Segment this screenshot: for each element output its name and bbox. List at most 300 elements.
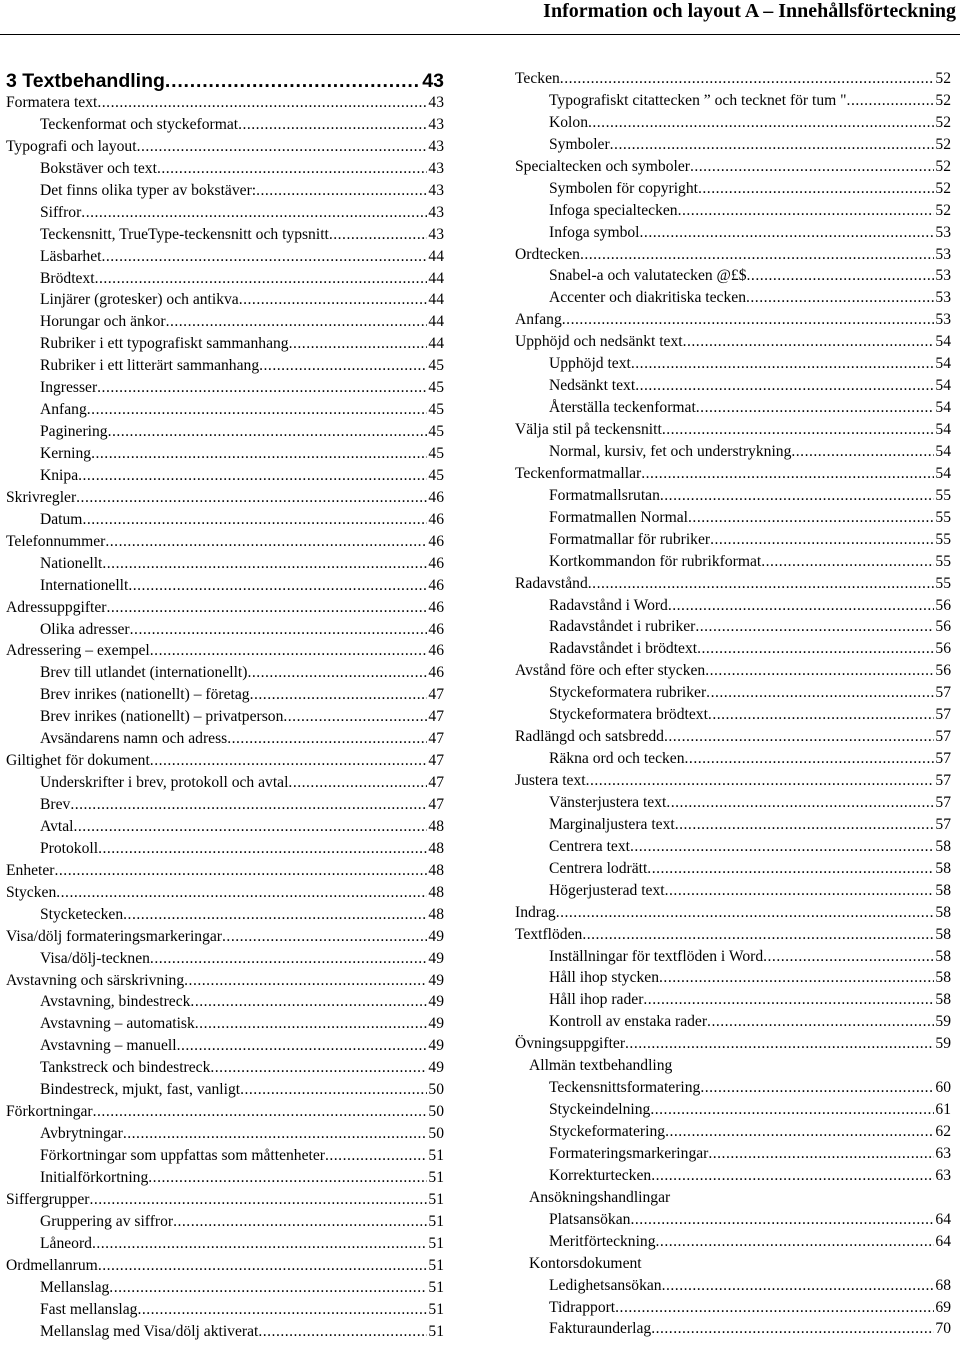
toc-entry-page: 49 [428, 927, 444, 945]
toc-entry-page: 48 [428, 861, 444, 879]
dot-leader [675, 816, 935, 834]
toc-entry[interactable] [6, 599, 444, 621]
toc-entry[interactable] [6, 972, 444, 994]
toc-entry[interactable] [515, 1035, 951, 1057]
toc-entry-page: 58 [935, 991, 951, 1009]
dot-leader [247, 664, 427, 682]
toc-entry-page: 46 [428, 532, 444, 550]
toc-entry[interactable] [515, 1167, 951, 1189]
toc-entry-page: 46 [428, 664, 444, 682]
toc-entry-title: Förkortningar som uppfattas som måttenheter [40, 1147, 325, 1164]
toc-entry-page: 63 [935, 1144, 951, 1162]
toc-entry[interactable] [6, 335, 444, 357]
toc-entry-page: 57 [935, 772, 951, 789]
toc-entry[interactable] [515, 772, 951, 794]
dot-leader [562, 311, 935, 329]
dot-leader [97, 94, 427, 112]
toc-entry-title: Vänsterjustera text [549, 793, 667, 811]
toc-entry[interactable] [515, 1101, 951, 1123]
toc-entry[interactable] [515, 92, 951, 114]
dot-leader [150, 950, 427, 968]
toc-entry-title: Internationellt [40, 576, 129, 594]
toc-entry-page: 56 [935, 640, 951, 658]
toc-entry-title: Infoga specialtecken [549, 201, 678, 219]
toc-entry-page: 47 [428, 686, 444, 704]
toc-entry-title: Adressering – exempel [6, 642, 150, 660]
dot-leader [98, 1257, 428, 1275]
toc-entry[interactable] [515, 311, 951, 333]
toc-entry[interactable] [515, 618, 951, 640]
toc-entry-title: Teckensnitt, TrueType-teckensnitt och typsnitt [40, 225, 329, 243]
toc-entry-title: Ingresser [40, 379, 98, 397]
toc-entry-page: 58 [935, 925, 951, 943]
dot-leader [588, 575, 935, 593]
toc-entry[interactable] [6, 270, 444, 292]
toc-entry-title: Styckeformatering [549, 1123, 666, 1140]
toc-entry-title: Normal, kursiv, fet och understrykning [549, 442, 792, 460]
dot-leader [630, 838, 934, 856]
toc-entry[interactable] [6, 138, 444, 160]
toc-entry[interactable] [515, 114, 951, 136]
toc-entry-page: 47 [428, 708, 444, 726]
toc-entry[interactable] [6, 182, 444, 204]
toc-entry-title: Tidrapport [549, 1298, 616, 1316]
toc-entry-page: 53 [935, 311, 951, 329]
toc-entry-title: Datum [40, 510, 83, 528]
dot-leader [662, 421, 935, 439]
toc-entry[interactable] [515, 794, 951, 816]
toc-entry[interactable] [6, 511, 444, 533]
toc-entry-page: 59 [935, 1013, 951, 1031]
toc-entry[interactable] [515, 180, 951, 202]
toc-entry[interactable] [6, 1323, 444, 1345]
dot-leader [635, 377, 934, 395]
toc-entry[interactable] [6, 642, 444, 664]
toc-entry[interactable] [515, 1079, 951, 1101]
dot-leader [70, 796, 427, 814]
toc-entry-title: 3 Textbehandling [6, 70, 165, 92]
toc-entry[interactable] [6, 1235, 444, 1257]
toc-entry-page: 58 [935, 837, 951, 855]
toc-entry[interactable] [515, 662, 951, 684]
toc-entry-title: Underskrifter i brev, protokoll och avtal [40, 774, 289, 792]
toc-entry[interactable] [6, 708, 444, 730]
toc-entry[interactable] [515, 882, 951, 904]
dot-leader [560, 70, 935, 88]
toc-entry-title: Giltighet för dokument [6, 752, 150, 770]
toc-entry[interactable] [515, 597, 951, 619]
toc-entry-title: Läsbarhet [40, 247, 102, 265]
toc-entry-page: 54 [935, 355, 951, 373]
toc-entry-title: Nedsänkt text [549, 377, 636, 395]
toc-entry-page: 43 [428, 203, 444, 221]
dot-leader [56, 884, 427, 902]
toc-entry-title: Styckeformatera rubriker [549, 684, 707, 702]
toc-entry-title: Mellanslag med Visa/dölj aktiverat [40, 1322, 259, 1340]
toc-entry-title: Högerjusterad text [549, 881, 665, 899]
toc-entry[interactable] [515, 202, 951, 224]
toc-entry[interactable] [6, 70, 444, 94]
dot-leader [148, 1169, 427, 1187]
toc-entry[interactable] [6, 840, 444, 862]
toc-entry-title: Meritförteckning [549, 1232, 656, 1250]
toc-entry[interactable] [6, 379, 444, 401]
dot-leader [109, 1279, 427, 1297]
toc-entry-page: 43 [428, 115, 444, 133]
toc-entry-title: Linjärer (grotesker) och antikva [40, 291, 239, 309]
toc-entry[interactable] [515, 575, 951, 597]
toc-entry-title: Rubriker i ett litterärt sammanhang [40, 357, 260, 375]
toc-entry-page: 53 [935, 289, 951, 307]
toc-entry-page: 54 [935, 421, 951, 438]
toc-entry-page: 57 [935, 684, 951, 702]
toc-entry[interactable] [6, 774, 444, 796]
dot-leader [651, 1320, 934, 1338]
toc-entry[interactable] [6, 1015, 444, 1037]
dot-leader [256, 182, 427, 200]
toc-entry[interactable] [6, 467, 444, 489]
toc-entry[interactable] [6, 489, 444, 511]
dot-leader [184, 972, 427, 990]
dot-leader [258, 1323, 427, 1341]
toc-entry[interactable] [515, 1255, 951, 1277]
toc-entry[interactable] [515, 860, 951, 882]
toc-entry[interactable] [515, 487, 951, 509]
toc-entry[interactable] [6, 1279, 444, 1301]
dot-leader [695, 618, 934, 636]
dot-leader [651, 1167, 934, 1185]
dot-leader [580, 246, 934, 264]
toc-entry[interactable] [515, 969, 951, 991]
toc-entry[interactable] [6, 906, 444, 928]
toc-entry-title: Justera text [515, 772, 586, 789]
toc-entry-title: Symbolen för copyright [549, 179, 698, 197]
toc-entry-title: Formatera text [6, 94, 98, 111]
toc-entry-title: Välja stil på teckensnitt [515, 421, 662, 438]
toc-entry-title: Det finns olika typer av bokstäver: [40, 181, 257, 199]
toc-entry[interactable] [6, 1213, 444, 1235]
dot-leader [678, 202, 935, 220]
toc-entry[interactable] [6, 116, 444, 138]
toc-entry-title: Radavståndet i rubriker [549, 618, 696, 636]
toc-entry[interactable] [515, 1299, 951, 1321]
dot-leader [190, 993, 427, 1011]
toc-entry-title: Ordmellanrum [6, 1256, 98, 1274]
toc-entry[interactable] [515, 926, 951, 948]
toc-entry-title: Infoga symbol [549, 223, 640, 241]
toc-entry[interactable] [6, 1301, 444, 1323]
toc-entry[interactable] [6, 928, 444, 950]
toc-entry[interactable] [515, 136, 951, 158]
toc-entry-page: 43 [428, 181, 444, 199]
toc-entry[interactable] [515, 1320, 951, 1342]
toc-entry-page: 51 [428, 1168, 444, 1186]
toc-entry[interactable] [6, 1059, 444, 1081]
dot-leader [93, 1103, 428, 1121]
toc-entry-title: Indrag [515, 903, 556, 921]
toc-entry[interactable] [6, 664, 444, 686]
dot-leader [665, 882, 935, 900]
toc-entry-title: Övningsuppgifter [515, 1035, 626, 1053]
toc-entry-title: Brev inrikes (nationellt) – företag [40, 686, 250, 704]
dot-leader [625, 1035, 934, 1053]
toc-entry-title: Tankstreck och bindestreck [40, 1059, 211, 1077]
toc-entry-page: 43 [422, 70, 444, 92]
toc-entry[interactable] [515, 443, 951, 465]
toc-entry[interactable] [6, 862, 444, 884]
toc-entry-title: Avstavning, bindestreck [40, 993, 191, 1011]
toc-entry-title: Formatmallen Normal [549, 508, 689, 526]
page-title: Information och layout A – Innehållsförteckning [543, 0, 956, 22]
toc-entry-title: Avtal [40, 817, 74, 835]
toc-entry-page: 48 [428, 817, 444, 835]
toc-entry-page: 52 [935, 113, 951, 131]
dot-leader [130, 621, 428, 639]
toc-entry[interactable] [6, 950, 444, 972]
toc-entry[interactable] [6, 818, 444, 840]
toc-entry-title: Stycken [6, 883, 57, 901]
dot-leader [630, 1211, 934, 1229]
dot-leader [97, 379, 427, 397]
toc-entry-page: 54 [935, 464, 951, 482]
dot-leader [106, 599, 427, 617]
toc-entry[interactable] [515, 246, 951, 268]
toc-entry-page: 55 [935, 508, 951, 526]
toc-entry[interactable] [515, 816, 951, 838]
toc-entry-page: 58 [935, 859, 951, 877]
dot-leader [325, 1147, 427, 1165]
dot-leader [631, 355, 935, 373]
page-header [0, 0, 960, 30]
toc-entry-page: 45 [428, 445, 444, 462]
toc-entry[interactable] [6, 1191, 444, 1213]
toc-entry[interactable] [515, 640, 951, 662]
toc-entry[interactable] [515, 333, 951, 355]
toc-entry-title: Nationellt [40, 554, 103, 572]
toc-entry-title: Visa/dölj formateringsmarkeringar [6, 927, 223, 945]
toc-entry-title: Visa/dölj-tecknen [40, 949, 150, 967]
toc-entry-page: 44 [428, 247, 444, 265]
dot-leader [89, 1191, 427, 1209]
toc-entry[interactable] [515, 509, 951, 531]
toc-entry[interactable] [515, 158, 951, 180]
toc-entry[interactable] [6, 291, 444, 313]
toc-entry[interactable] [6, 1147, 444, 1169]
dot-leader [98, 840, 427, 858]
toc-entry-page: 45 [428, 357, 444, 375]
dot-leader [81, 204, 427, 222]
dot-leader [668, 597, 935, 615]
toc-entry[interactable] [515, 377, 951, 399]
dot-leader [102, 555, 427, 573]
toc-entry-page: 48 [428, 905, 444, 923]
toc-entry[interactable] [515, 750, 951, 772]
toc-entry-page: 52 [935, 179, 951, 197]
toc-entry[interactable] [515, 267, 951, 289]
toc-entry[interactable] [6, 226, 444, 248]
toc-entry[interactable] [6, 555, 444, 577]
toc-entry-title: Radavstånd i Word [549, 596, 668, 614]
toc-entry-title: Skrivregler [6, 488, 77, 506]
toc-entry-page: 44 [428, 269, 444, 287]
toc-entry-page: 57 [935, 793, 951, 811]
toc-entry[interactable] [6, 401, 444, 423]
toc-entry-page: 62 [935, 1123, 951, 1140]
toc-entry-title: Styckeformatera brödtext [549, 706, 708, 724]
toc-entry[interactable] [515, 1189, 951, 1211]
toc-entry[interactable] [6, 884, 444, 906]
toc-entry-page: 63 [935, 1166, 951, 1184]
toc-entry-title: Förkortningar [6, 1103, 93, 1121]
toc-entry-page: 58 [935, 881, 951, 899]
toc-entry[interactable] [515, 684, 951, 706]
toc-entry-page: 49 [428, 993, 444, 1011]
dot-leader [137, 1301, 427, 1319]
dot-leader [76, 489, 427, 507]
toc-entry[interactable] [6, 1081, 444, 1103]
toc-entry-page: 45 [428, 466, 444, 484]
toc-entry[interactable] [515, 904, 951, 926]
toc-entry-title: Paginering [40, 423, 108, 441]
toc-entry[interactable] [6, 160, 444, 182]
dot-leader [588, 114, 934, 132]
toc-entry[interactable] [515, 289, 951, 311]
toc-right-column [515, 70, 951, 1342]
toc-entry-page: 51 [428, 1300, 444, 1318]
toc-entry-page: 55 [935, 574, 951, 592]
toc-entry-title: Anfang [515, 311, 562, 329]
toc-entry-page: 57 [935, 706, 951, 724]
dot-leader [259, 357, 427, 375]
toc-entry[interactable] [515, 531, 951, 553]
toc-entry[interactable] [515, 1233, 951, 1255]
toc-entry[interactable] [515, 1145, 951, 1167]
toc-entry[interactable] [515, 465, 951, 487]
toc-entry-title: Gruppering av siffror [40, 1212, 174, 1230]
dot-leader [640, 224, 935, 242]
toc-entry[interactable] [515, 553, 951, 575]
dot-leader [288, 774, 427, 792]
dot-leader [710, 531, 934, 549]
toc-entry-title: Specialtecken och symboler [515, 157, 690, 175]
toc-entry-title: Avbrytningar [40, 1125, 123, 1143]
toc-entry[interactable] [6, 1169, 444, 1191]
toc-entry-title: Formateringsmarkeringar [549, 1144, 709, 1162]
toc-entry-page: 56 [935, 596, 951, 614]
toc-entry-page: 43 [428, 225, 444, 243]
toc-entry[interactable] [515, 706, 951, 728]
toc-entry-page: 51 [428, 1322, 444, 1340]
toc-entry-page: 52 [935, 157, 951, 175]
toc-entry-page: 49 [428, 1059, 444, 1077]
toc-entry[interactable] [6, 621, 444, 643]
toc-entry-page: 46 [428, 620, 444, 638]
toc-entry-page: 49 [428, 949, 444, 967]
toc-entry-page: 47 [428, 774, 444, 792]
toc-entry[interactable] [515, 1277, 951, 1299]
dot-leader [556, 904, 935, 922]
toc-entry-page: 55 [935, 486, 951, 504]
toc-entry[interactable] [6, 730, 444, 752]
toc-entry[interactable] [6, 993, 444, 1015]
dot-leader [690, 158, 934, 176]
toc-entry[interactable] [515, 1211, 951, 1233]
dot-leader [696, 399, 935, 417]
toc-entry[interactable] [6, 248, 444, 270]
toc-entry[interactable] [515, 728, 951, 750]
toc-entry-title: Räkna ord och tecken [549, 750, 685, 768]
toc-entry[interactable] [515, 1123, 951, 1145]
toc-entry[interactable] [515, 224, 951, 246]
toc-entry-page: 44 [428, 335, 444, 353]
toc-entry[interactable] [6, 796, 444, 818]
dot-leader [708, 1145, 934, 1163]
toc-entry[interactable] [515, 1057, 951, 1079]
dot-leader [662, 1277, 935, 1295]
toc-entry[interactable] [515, 421, 951, 443]
toc-entry-page: 51 [428, 1256, 444, 1274]
toc-entry[interactable] [6, 1103, 444, 1125]
toc-entry[interactable] [6, 1037, 444, 1059]
toc-entry-title: Brev inrikes (nationellt) – privatperson [40, 708, 284, 726]
toc-entry[interactable] [6, 445, 444, 467]
toc-entry-page: 51 [428, 1278, 444, 1296]
toc-entry[interactable] [6, 1125, 444, 1147]
toc-entry[interactable] [515, 991, 951, 1013]
toc-entry[interactable] [6, 577, 444, 599]
toc-entry[interactable] [6, 357, 444, 379]
toc-entry-page: 50 [428, 1125, 444, 1143]
toc-entry[interactable] [515, 1013, 951, 1035]
toc-entry-page: 47 [428, 796, 444, 813]
toc-entry[interactable] [515, 838, 951, 860]
toc-entry-page: 48 [428, 883, 444, 901]
toc-entry-page: 51 [428, 1147, 444, 1164]
toc-entry[interactable] [6, 752, 444, 774]
toc-entry-page: 47 [428, 730, 444, 748]
toc-entry-title: Stycketecken [40, 905, 124, 923]
toc-entry[interactable] [6, 313, 444, 335]
toc-entry-page: 46 [428, 642, 444, 660]
dot-leader [582, 926, 934, 944]
toc-entry[interactable] [6, 533, 444, 555]
toc-entry-title: Teckenformat och styckeformat [40, 115, 239, 133]
toc-entry[interactable] [6, 423, 444, 445]
toc-entry-page: 51 [428, 1212, 444, 1230]
toc-entry-title: Avsändarens namn och adress [40, 730, 228, 748]
dot-leader [239, 291, 428, 309]
toc-entry[interactable] [6, 686, 444, 708]
dot-leader [656, 1233, 935, 1251]
dot-leader [128, 577, 427, 595]
toc-entry-page: 68 [935, 1276, 951, 1294]
toc-entry[interactable] [515, 355, 951, 377]
toc-entry-title: Upphöjd text [549, 355, 631, 373]
dot-leader [664, 728, 934, 746]
toc-entry-title: Brödtext [40, 269, 95, 287]
dot-leader [289, 335, 428, 353]
toc-entry-page: 45 [428, 423, 444, 441]
toc-entry[interactable] [6, 94, 444, 116]
toc-entry[interactable] [515, 948, 951, 970]
toc-entry[interactable] [6, 1257, 444, 1279]
toc-entry[interactable] [6, 204, 444, 226]
toc-entry[interactable] [515, 399, 951, 421]
toc-entry-page: 46 [428, 576, 444, 594]
toc-entry-title: Textflöden [515, 925, 583, 943]
toc-entry[interactable] [515, 70, 951, 92]
toc-entry-page: 58 [935, 903, 951, 921]
